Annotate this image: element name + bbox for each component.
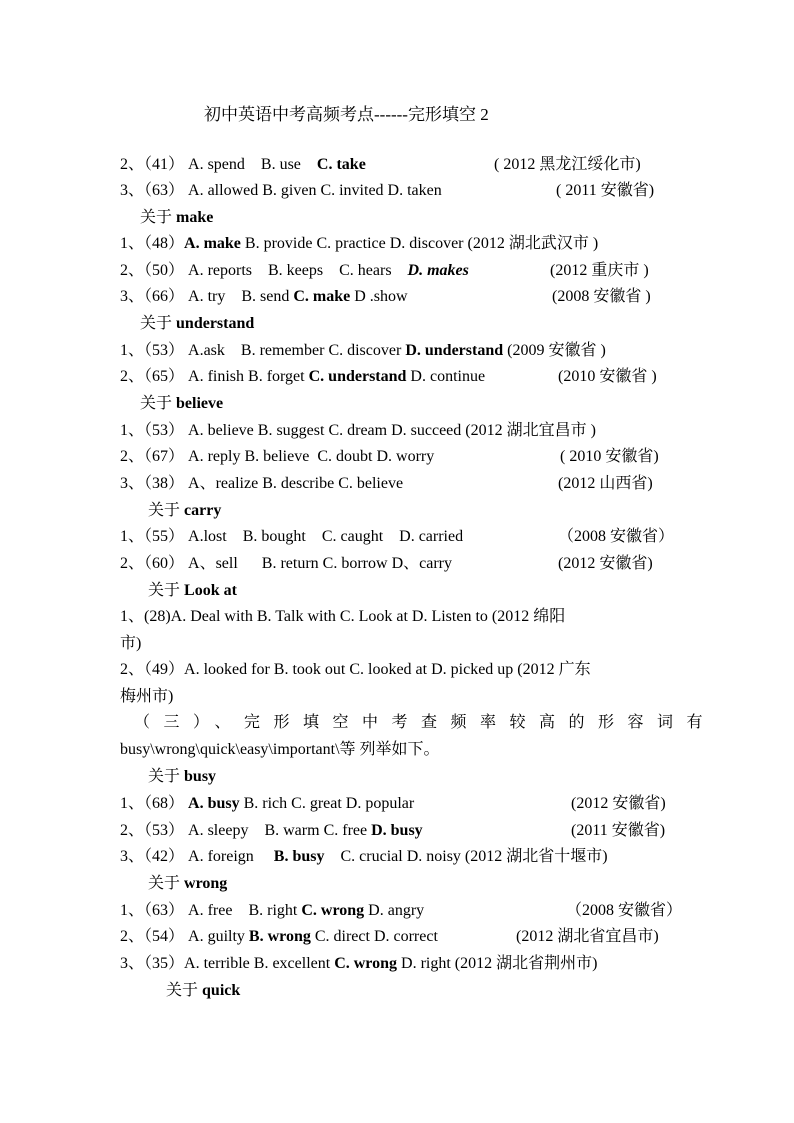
heading-prefix: 关于 <box>140 315 173 332</box>
heading-keyword: believe <box>176 395 224 412</box>
question-line <box>120 474 653 494</box>
question-line <box>120 901 683 921</box>
option-b: B. excellent <box>253 955 331 972</box>
option-b: B. believe <box>244 448 310 465</box>
source-label: (2012 湖北武汉市 ) <box>467 235 599 252</box>
heading-keyword: Look at <box>184 582 237 599</box>
option-c: C. take <box>316 156 366 173</box>
page-title: 初中英语中考高频考点------完形填空 2 <box>204 105 489 124</box>
option-a: A. sleepy <box>188 822 249 839</box>
source-label: (2012 湖北省十堰市) <box>464 848 608 865</box>
question-number: 3、（66） <box>120 288 185 305</box>
option-d: D. continue <box>410 368 486 385</box>
source-label: (2012 安徽省) <box>571 795 666 812</box>
heading-prefix: 关于 <box>148 768 181 785</box>
option-b: B. keeps <box>268 262 324 279</box>
option-a: A. foreign <box>188 848 254 865</box>
option-d: D. carried <box>399 528 464 545</box>
question-line-continued: 梅州市) <box>120 688 174 705</box>
option-c: C. direct <box>314 928 370 945</box>
option-d: D. angry <box>368 902 425 919</box>
option-c: C. dream <box>328 422 388 439</box>
heading-prefix: 关于 <box>148 582 181 599</box>
option-c: C. borrow <box>322 555 388 572</box>
option-c: C. practice <box>316 235 386 252</box>
question-line <box>120 607 565 627</box>
source-label: (2012 湖北省宜昌市) <box>516 928 659 945</box>
question-line <box>120 341 606 361</box>
option-a: A. finish <box>188 368 245 385</box>
question-text: （49）A. looked for B. took out C. looked at D. picked up (2012 广东 <box>144 661 591 678</box>
heading-keyword: wrong <box>184 875 228 892</box>
question-line <box>120 527 675 547</box>
option-c: C. crucial <box>340 848 403 865</box>
option-a: A. make <box>184 235 241 252</box>
question-number: 1、 <box>120 608 145 625</box>
heading-prefix: 关于 <box>140 209 173 226</box>
option-a: A、realize <box>188 475 259 492</box>
question-number: 1、（48） <box>120 235 185 252</box>
option-b: B. right <box>248 902 298 919</box>
question-line <box>120 155 641 175</box>
option-b: B. bought <box>242 528 306 545</box>
source-label: (2010 安徽省 ) <box>558 368 657 385</box>
option-b: B. use <box>260 156 301 173</box>
option-d: D. correct <box>373 928 438 945</box>
question-number: 3、（38） <box>120 475 185 492</box>
option-d: D、carry <box>391 555 452 572</box>
option-b: B. return <box>261 555 319 572</box>
question-number: 2、 <box>120 661 145 678</box>
option-d: D. discover <box>389 235 464 252</box>
option-c: C. caught <box>321 528 384 545</box>
section-heading-look-at <box>148 581 237 601</box>
option-d: D. taken <box>387 182 442 199</box>
section-intro <box>120 713 717 760</box>
question-line <box>120 234 598 254</box>
question-text: (28)A. Deal with B. Talk with C. Look at D. Listen to (2012 绵阳 <box>144 608 566 625</box>
section-intro-line2: busy\wrong\quick\easy\important\等 列举如下。 <box>120 741 440 758</box>
source-label: (2012 山西省) <box>558 475 653 492</box>
question-line <box>120 447 659 467</box>
option-b: B. rich <box>243 795 288 812</box>
heading-keyword: quick <box>202 982 241 999</box>
option-a: A.ask <box>188 342 225 359</box>
option-a: A. believe <box>188 422 254 439</box>
option-d: D. makes <box>407 262 469 279</box>
question-number: 2、（50） <box>120 262 185 279</box>
question-line <box>120 367 657 387</box>
heading-keyword: make <box>176 209 214 226</box>
option-b: B. busy <box>273 848 325 865</box>
heading-prefix: 关于 <box>148 875 181 892</box>
source-label: (2008 安徽省 ) <box>552 288 651 305</box>
option-c: C. understand <box>308 368 407 385</box>
option-d: D. popular <box>345 795 415 812</box>
option-b: B. suggest <box>257 422 325 439</box>
option-b: B. forget <box>248 368 305 385</box>
question-line <box>120 421 596 441</box>
option-b: B. warm <box>264 822 320 839</box>
source-label: （2008 安徽省） <box>566 902 683 919</box>
question-number: 1、（55） <box>120 528 185 545</box>
question-number: 3、（42） <box>120 848 185 865</box>
source-label: (2012 湖北省荆州市) <box>454 955 598 972</box>
question-number: 2、（54） <box>120 928 185 945</box>
source-label: ( 2012 黑龙江绥化市) <box>494 156 641 173</box>
question-line <box>120 954 597 974</box>
question-line <box>120 927 659 947</box>
heading-keyword: understand <box>176 315 255 332</box>
question-number: 2、（65） <box>120 368 185 385</box>
heading-prefix: 关于 <box>140 395 173 412</box>
option-c: C. invited <box>320 182 384 199</box>
option-b: B. wrong <box>248 928 311 945</box>
question-line <box>120 554 653 574</box>
option-d: D. understand <box>405 342 504 359</box>
section-heading-understand <box>140 314 254 334</box>
option-b: B. send <box>241 288 290 305</box>
option-c: C. wrong <box>301 902 365 919</box>
question-number: 2、（41） <box>120 156 185 173</box>
option-c: C. discover <box>328 342 402 359</box>
question-number: 1、（63） <box>120 902 185 919</box>
option-b: B. provide <box>244 235 313 252</box>
option-b: B. describe <box>262 475 335 492</box>
option-a: A、sell <box>188 555 238 572</box>
option-a: A. terrible <box>184 955 250 972</box>
option-a: A. allowed <box>188 182 259 199</box>
option-a: A. guilty <box>188 928 245 945</box>
option-c: C. doubt <box>317 448 373 465</box>
question-line <box>120 821 666 841</box>
source-label: ( 2011 安徽省) <box>556 182 655 199</box>
source-label: (2012 重庆市 ) <box>550 262 649 279</box>
question-line-continued: 市) <box>120 635 142 652</box>
option-c: C. believe <box>338 475 404 492</box>
question-number: 2、（67） <box>120 448 185 465</box>
option-a: A.lost <box>188 528 227 545</box>
section-intro-line1: （三）、完形填空中考查频率较高的形容词有 <box>134 714 717 731</box>
option-a: A. busy <box>188 795 240 812</box>
option-d: D. worry <box>376 448 435 465</box>
option-d: D. noisy <box>406 848 461 865</box>
question-number: 1、（53） <box>120 342 185 359</box>
heading-prefix: 关于 <box>166 982 199 999</box>
question-line <box>120 660 591 680</box>
section-heading-believe <box>140 394 223 414</box>
section-heading-busy <box>148 767 216 787</box>
question-line <box>120 794 666 814</box>
section-heading-quick <box>166 981 240 1001</box>
question-number: 2、（53） <box>120 822 185 839</box>
question-line <box>120 847 608 867</box>
option-b: B. remember <box>240 342 325 359</box>
heading-keyword: busy <box>184 768 217 785</box>
option-a: A. free <box>188 902 233 919</box>
section-heading-carry <box>148 501 221 521</box>
option-c: C. great <box>291 795 342 812</box>
section-heading-make <box>140 208 213 228</box>
option-c: C. make <box>293 288 351 305</box>
option-d: D. succeed <box>391 422 462 439</box>
question-number: 3、（35） <box>120 955 185 972</box>
option-d: D .show <box>354 288 408 305</box>
source-label: (2012 安徽省) <box>558 555 653 572</box>
option-c: C. hears <box>339 262 392 279</box>
option-c: C. free <box>323 822 368 839</box>
option-b: B. given <box>262 182 317 199</box>
source-label: (2012 湖北宜昌市 ) <box>465 422 596 439</box>
source-label: （2008 安徽省） <box>558 528 675 545</box>
section-heading-wrong <box>148 874 227 894</box>
option-d: D. busy <box>371 822 423 839</box>
question-line <box>120 261 649 281</box>
source-label: (2011 安徽省) <box>571 822 666 839</box>
source-label: ( 2010 安徽省) <box>560 448 659 465</box>
question-number: 2、（60） <box>120 555 185 572</box>
option-a: A. spend <box>188 156 245 173</box>
heading-prefix: 关于 <box>148 502 181 519</box>
question-number: 3、（63） <box>120 182 185 199</box>
question-line <box>120 287 651 307</box>
question-line <box>120 181 655 201</box>
option-a: A. try <box>188 288 226 305</box>
question-number: 1、（53） <box>120 422 185 439</box>
source-label: (2009 安徽省 ) <box>507 342 606 359</box>
option-d: D. right <box>401 955 451 972</box>
option-a: A. reports <box>188 262 252 279</box>
question-number: 1、（68） <box>120 795 185 812</box>
heading-keyword: carry <box>184 502 222 519</box>
option-c: C. wrong <box>334 955 398 972</box>
option-a: A. reply <box>188 448 241 465</box>
